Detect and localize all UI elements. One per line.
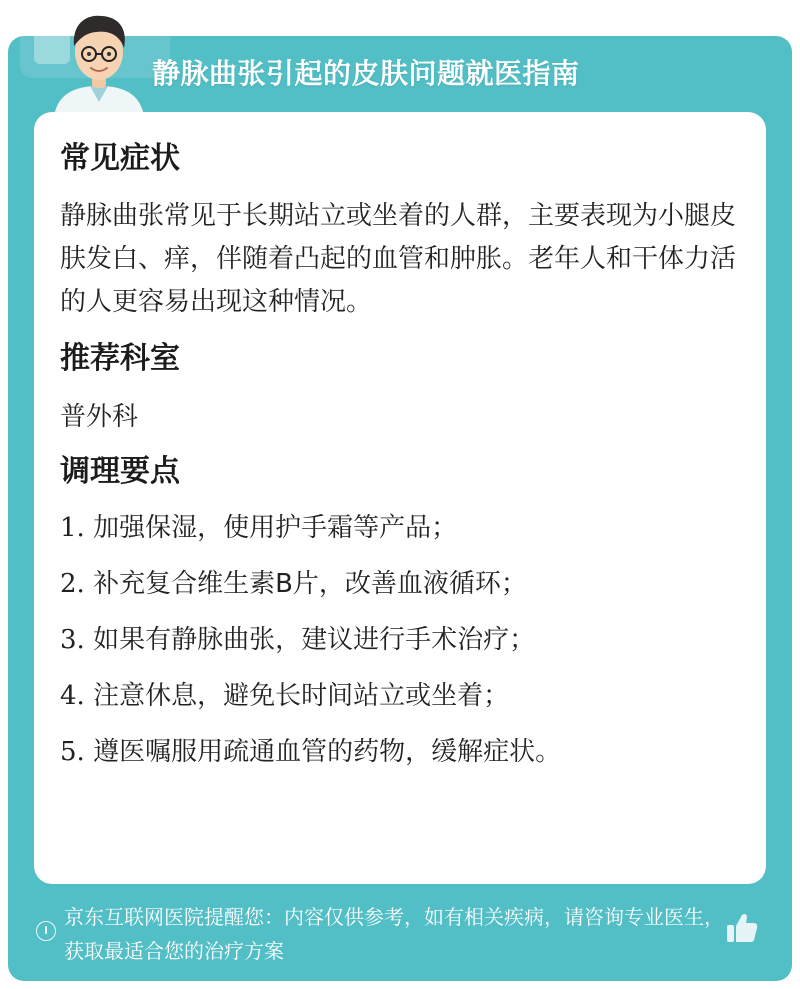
disclaimer-text: 京东互联网医院提醒您：内容仅供参考，如有相关疾病，请咨询专业医生，获取最适合您的治疗方案 — [64, 905, 724, 963]
list-item — [60, 623, 740, 657]
content-card — [34, 112, 766, 884]
list-item — [60, 735, 740, 769]
list-item-text: 加强保湿，使用护手霜等产品； — [84, 513, 458, 543]
list-item-text: 补充复合维生素B片，改善血液循环； — [84, 569, 527, 599]
list-item-number: 5. — [60, 737, 85, 767]
list-item — [60, 679, 740, 713]
department-heading: 推荐科室 — [60, 341, 180, 376]
list-item-text: 如果有静脉曲张，建议进行手术治疗； — [84, 625, 536, 655]
info-icon — [36, 921, 56, 941]
page-title: 静脉曲张引起的皮肤问题就医指南 — [152, 57, 580, 90]
list-item-number: 4. — [60, 681, 85, 711]
list-item — [60, 567, 740, 601]
list-item-text: 遵医嘱服用疏通血管的药物，缓解症状。 — [84, 737, 562, 767]
list-item-text: 注意休息，避免长时间站立或坐着； — [84, 681, 510, 711]
care-heading: 调理要点 — [60, 454, 180, 489]
doctor-avatar-icon — [44, 6, 154, 116]
list-item-number: 2. — [60, 569, 85, 599]
list-item-number: 3. — [60, 625, 85, 655]
thumbs-up-icon[interactable] — [724, 910, 760, 946]
list-item — [60, 511, 740, 545]
care-list — [60, 511, 740, 769]
department-text: 普外科 — [60, 402, 139, 432]
symptoms-text: 静脉曲张常见于长期站立或坐着的人群，主要表现为小腿皮肤发白、痒，伴随着凸起的血管和肿胀。老年人和干体力活的人更容易出现这种情况。 — [60, 201, 737, 317]
list-item-number: 1. — [60, 513, 85, 543]
symptoms-heading: 常见症状 — [60, 141, 180, 176]
